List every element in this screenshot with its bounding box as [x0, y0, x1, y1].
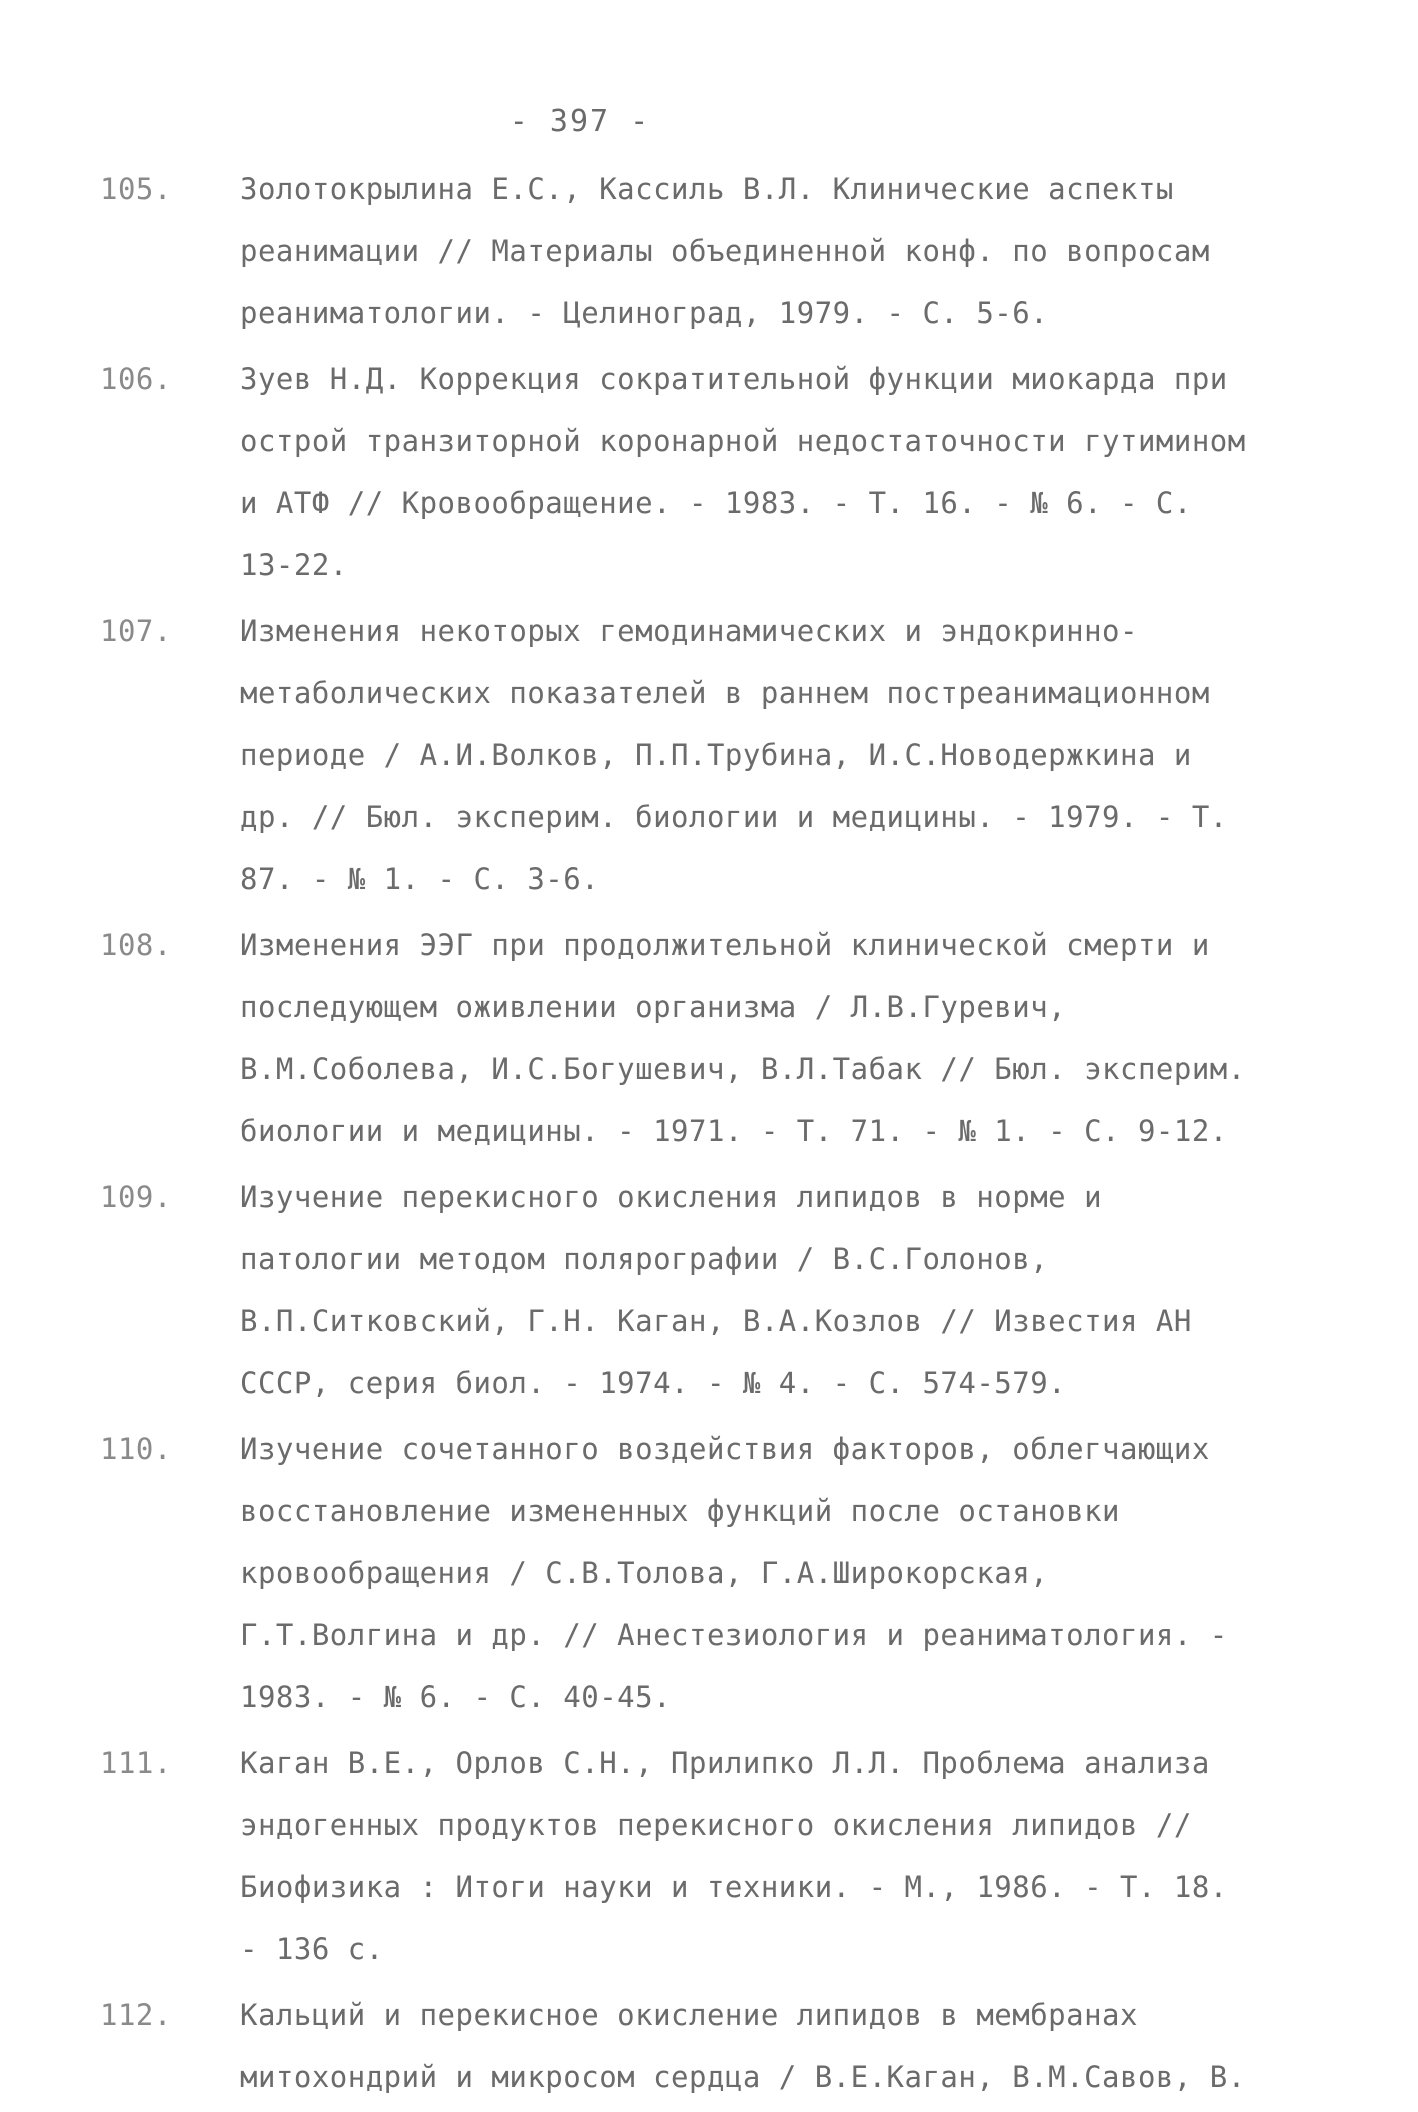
reference-number: 106.: [100, 362, 172, 396]
reference-text: Каган В.Е., Орлов С.Н., Прилипко Л.Л. Проблема анализа эндогенных продуктов перекисного окисления липидов // Биофизика : Итоги науки и техники. - М., 1986. - Т. 18. - 136 с.: [240, 1746, 1228, 1966]
reference-item: [100, 914, 1260, 1162]
reference-item: [100, 1418, 1260, 1728]
reference-item: [100, 348, 1260, 596]
reference-number: 105.: [100, 172, 172, 206]
reference-text: Изменения некоторых гемодинамических и эндокринно-метаболических показателей в раннем постреанимационном периоде / А.И.Волков, П.П.Трубина, И.С.Новодержкина и др. // Бюл. эксперим. биологии и медицины. - 1979. - Т. 87. - № 1. - С. 3-6.: [240, 614, 1228, 896]
page-number: - 397 -: [509, 104, 651, 139]
reference-number: 112.: [100, 1998, 172, 2032]
reference-number: 109.: [100, 1180, 172, 1214]
reference-text: Зуев Н.Д. Коррекция сократительной функции миокарда при острой транзиторной коронарной недостаточности гутимином и АТФ // Кровообращение. - 1983. - Т. 16. - № 6. - С. 13-22.: [240, 362, 1246, 582]
reference-item: [100, 1166, 1260, 1414]
reference-text: Золотокрылина Е.С., Кассиль В.Л. Клинические аспекты реанимации // Материалы объединенной конф. по вопросам реаниматологии. - Целиноград, 1979. - С. 5-6.: [240, 172, 1210, 330]
reference-list: [100, 158, 1260, 2112]
reference-item: [100, 600, 1260, 910]
reference-item: [100, 1732, 1260, 1980]
reference-number: 107.: [100, 614, 172, 648]
reference-text: Изучение перекисного окисления липидов в норме и патологии методом полярографии / В.С.Голонов, В.П.Ситковский, Г.Н. Каган, В.А.Козлов // Известия АН СССР, серия биол. - 1974. - № 4. - С. 574-579.: [240, 1180, 1192, 1400]
reference-text: Кальций и перекисное окисление липидов в мембранах митохондрий и микросом сердца / В.Е.Каган, В.М.Савов, В.: [240, 1998, 1246, 2094]
reference-text: Изменения ЭЭГ при продолжительной клинической смерти и последующем оживлении организма / Л.В.Гуревич, В.М.Соболева, И.С.Богушевич, В.Л.Табак // Бюл. эксперим. биологии и медицины. - 1971. - Т. 71. - № 1. - С. 9-12.: [240, 928, 1246, 1148]
reference-item: [100, 1984, 1260, 2108]
reference-item: [100, 158, 1260, 344]
reference-number: 108.: [100, 928, 172, 962]
reference-text: Изучение сочетанного воздействия факторов, облегчающих восстановление измененных функций после остановки кровообращения / С.В.Толова, Г.А.Широкорская, Г.Т.Волгина и др. // Анестезиология и реаниматология. - 1983. - № 6. - С. 40-45.: [240, 1432, 1228, 1714]
reference-number: 110.: [100, 1432, 172, 1466]
reference-number: 111.: [100, 1746, 172, 1780]
